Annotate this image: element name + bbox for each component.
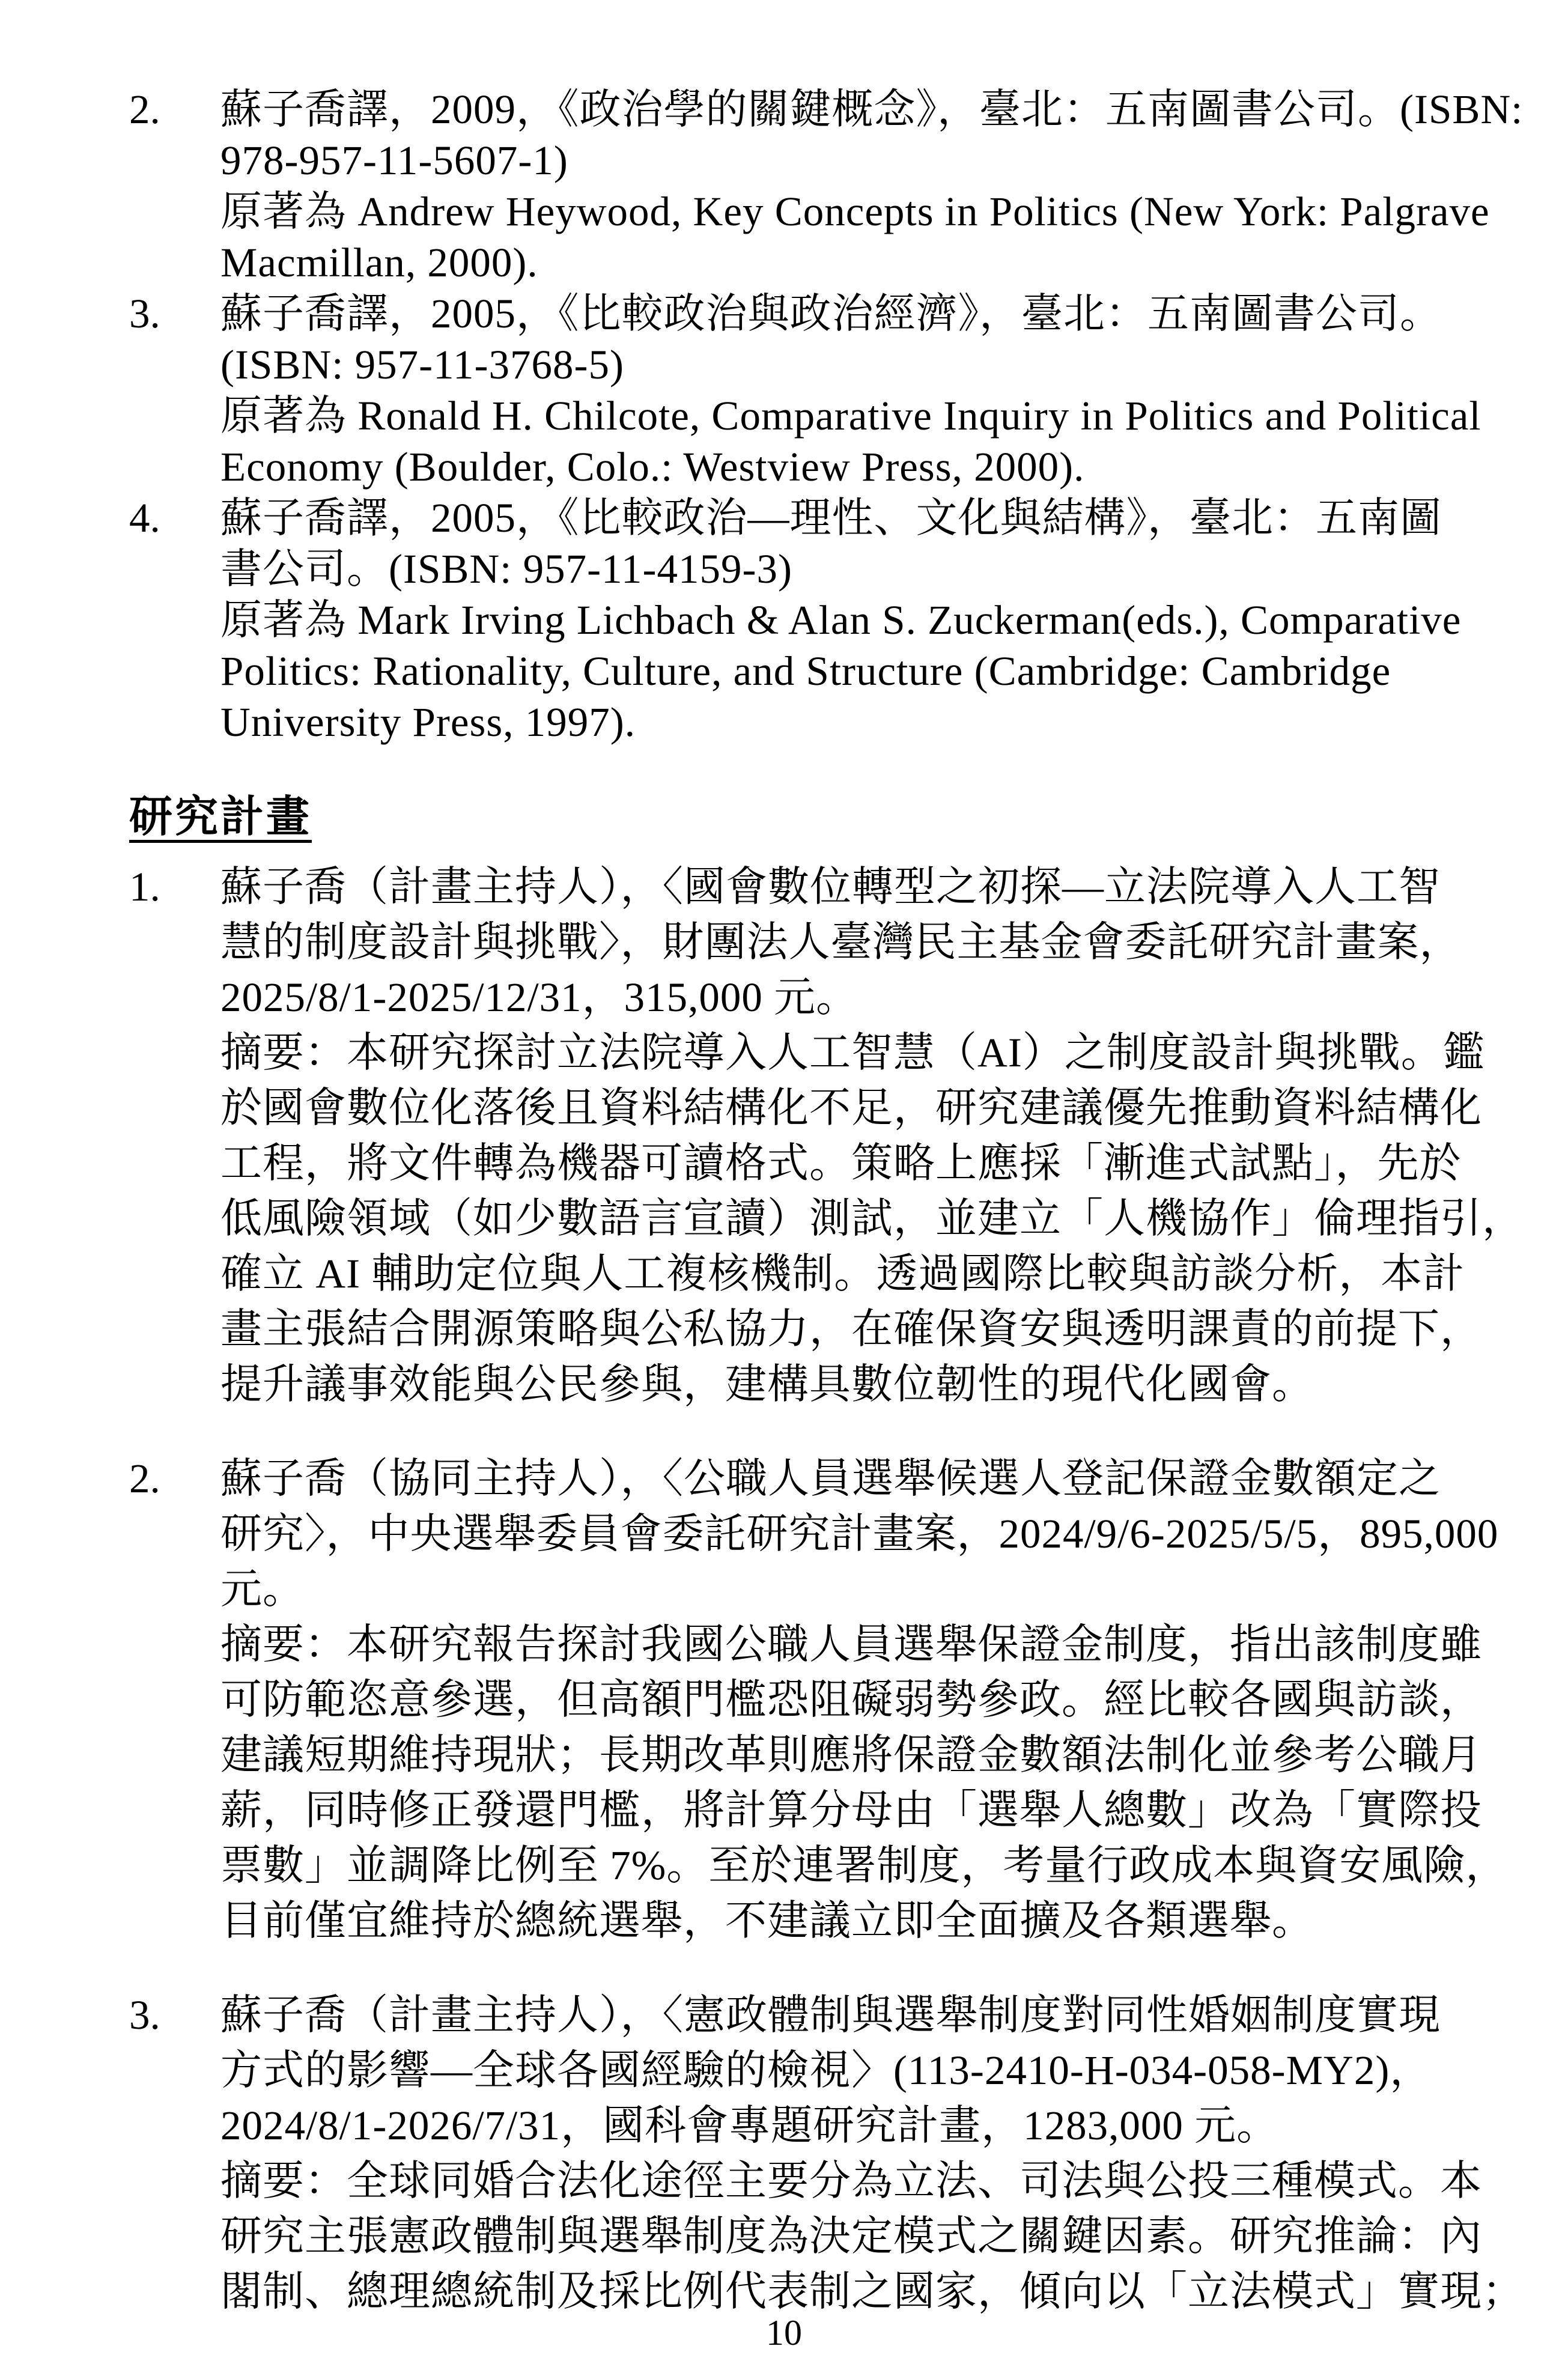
text-line: 摘要：本研究探討立法院導入人工智慧（AI）之制度設計與挑戰。鑑 — [220, 1030, 1485, 1075]
text-line: 摘要：全球同婚合法化途徑主要分為立法、司法與公投三種模式。本 — [220, 2158, 1482, 2204]
item-body — [220, 1451, 1508, 1948]
list-item — [129, 84, 1524, 288]
item-body — [220, 859, 1524, 1412]
item-number: 2. — [129, 87, 160, 132]
text-line: 提升議事效能與公民參與，建構具數位韌性的現代化國會。 — [220, 1361, 1314, 1407]
text-line: 蘇子喬（計畫主持人），〈國會數位轉型之初探—立法院導入人工智 — [220, 864, 1441, 910]
text-line: 畫主張結合開源策略與公私協力，在確保資安與透明課責的前提下， — [220, 1306, 1482, 1352]
text-line: 建議短期維持現狀；長期改革則應將保證金數額法制化並參考公職月 — [220, 1732, 1482, 1778]
text-line: 蘇子喬（協同主持人），〈公職人員選舉候選人登記保證金數額定之 — [220, 1456, 1441, 1501]
research-projects-section — [129, 859, 1524, 2319]
item-number: 4. — [129, 495, 160, 541]
text-line: 慧的制度設計與挑戰〉，財團法人臺灣民主基金會委託研究計畫案， — [220, 919, 1462, 965]
text-line: 方式的影響—全球各國經驗的檢視〉(113-2410-H-034-058-MY2)， — [220, 2047, 1432, 2093]
item-body — [220, 288, 1481, 493]
text-line: 目前僅宜維持於總統選舉，不建議立即全面擴及各類選舉。 — [220, 1898, 1314, 1943]
item-number: 3. — [129, 1992, 160, 2038]
list-item — [129, 1451, 1508, 1948]
translated-books-section — [129, 84, 1524, 748]
text-line: 蘇子喬（計畫主持人），〈憲政體制與選舉制度對同性婚姻制度實現 — [220, 1992, 1441, 2038]
text-line: 低風險領域（如少數語言宣讀）測試，並建立「人機協作」倫理指引， — [220, 1196, 1524, 1241]
text-line: 元。 — [220, 1566, 305, 1612]
item-number: 1. — [129, 864, 160, 910]
text-line: 工程，將文件轉為機器可讀格式。策略上應採「漸進式試點」，先於 — [220, 1140, 1462, 1186]
text-line: 書公司。(ISBN: 957-11-4159-3) — [220, 546, 792, 592]
list-item — [129, 1987, 1524, 2319]
text-line: 可防範恣意參選，但高額門檻恐阻礙弱勢參政。經比較各國與訪談， — [220, 1677, 1482, 1722]
list-item — [129, 493, 1462, 748]
text-line: Macmillan, 2000). — [220, 240, 538, 285]
text-line: 薪，同時修正發還門檻，將計算分母由「選舉人總數」改為「實際投 — [220, 1787, 1482, 1833]
text-line: Economy (Boulder, Colo.: Westview Press, 2000). — [220, 444, 1085, 490]
text-line: 原著為 Mark Irving Lichbach & Alan S. Zuckerman(eds.), Comparative — [220, 597, 1462, 643]
text-line: 閣制、總理總統制及採比例代表制之國家，傾向以「立法模式」實現； — [220, 2268, 1524, 2314]
text-line: 研究主張憲政體制與選舉制度為決定模式之關鍵因素。研究推論：內 — [220, 2213, 1482, 2259]
list-item — [129, 859, 1524, 1412]
section-heading-research-projects: 研究計畫 — [129, 793, 312, 841]
text-line: 蘇子喬譯，2005，《比較政治—理性、文化與結構》，臺北：五南圖 — [220, 495, 1442, 541]
item-number: 2. — [129, 1456, 160, 1501]
page-number: 10 — [766, 2313, 802, 2353]
text-line: 2025/8/1-2025/12/31，315,000 元。 — [220, 974, 858, 1020]
item-body — [220, 84, 1524, 288]
text-line: University Press, 1997). — [220, 699, 636, 745]
text-line: 978-957-11-5607-1) — [220, 138, 568, 183]
text-line: 票數」並調降比例至 7%。至於連署制度，考量行政成本與資安風險， — [220, 1843, 1508, 1888]
list-item — [129, 288, 1481, 493]
text-line: 原著為 Ronald H. Chilcote, Comparative Inquiry in Politics and Political — [220, 393, 1481, 439]
item-body — [220, 493, 1462, 748]
text-line: 蘇子喬譯，2005，《比較政治與政治經濟》，臺北：五南圖書公司。 — [220, 291, 1442, 336]
text-line: (ISBN: 957-11-3768-5) — [220, 342, 624, 387]
item-number: 3. — [129, 291, 160, 336]
text-line: 於國會數位化落後且資料結構化不足，研究建議優先推動資料結構化 — [220, 1085, 1482, 1131]
page-footer — [0, 2312, 1568, 2354]
text-line: 研究〉，中央選舉委員會委託研究計畫案，2024/9/6-2025/5/5，895,000 — [220, 1511, 1499, 1557]
item-body — [220, 1987, 1524, 2319]
text-line: Politics: Rationality, Culture, and Structure (Cambridge: Cambridge — [220, 648, 1391, 694]
text-line: 確立 AI 輔助定位與人工複核機制。透過國際比較與訪談分析，本計 — [220, 1251, 1465, 1296]
text-line: 摘要：本研究報告探討我國公職人員選舉保證金制度，指出該制度雖 — [220, 1621, 1482, 1667]
text-line: 蘇子喬譯，2009，《政治學的關鍵概念》，臺北：五南圖書公司。(ISBN: — [220, 87, 1524, 132]
page-content — [129, 84, 1524, 2319]
text-line: 原著為 Andrew Heywood, Key Concepts in Politics (New York: Palgrave — [220, 189, 1490, 234]
text-line: 2024/8/1-2026/7/31，國科會專題研究計畫，1283,000 元。 — [220, 2103, 1279, 2148]
